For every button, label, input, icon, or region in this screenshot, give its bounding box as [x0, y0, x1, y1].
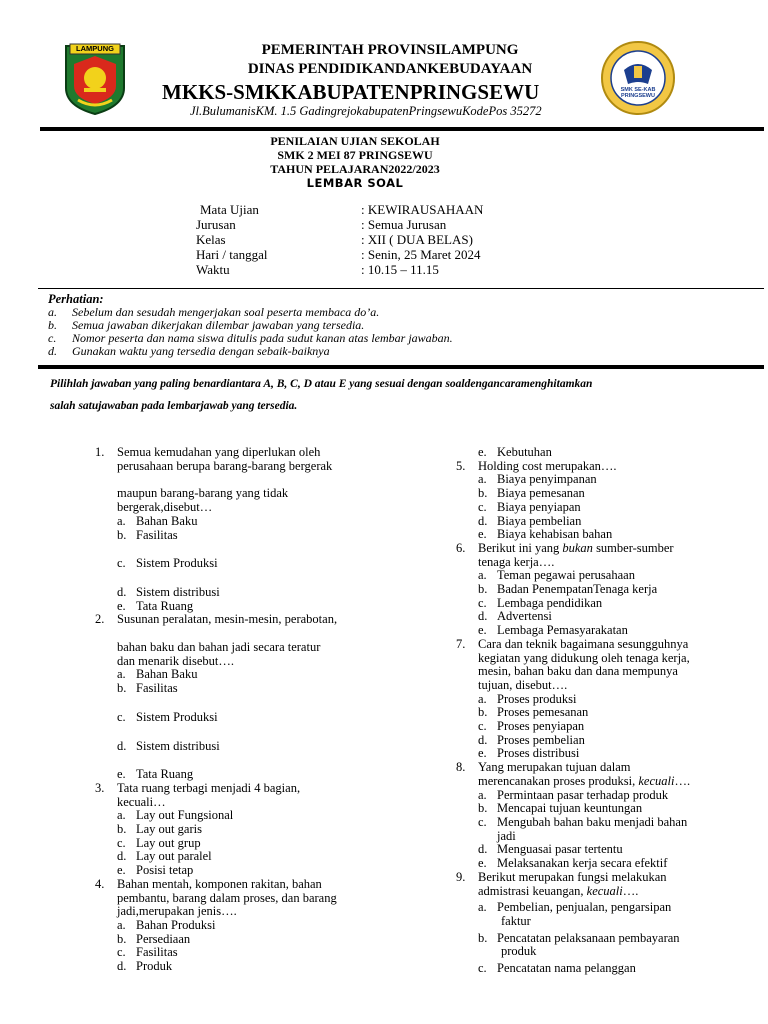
question-number: 6.	[456, 540, 466, 555]
option-e: e. Lembaga Pemasyarakatan	[478, 623, 628, 638]
exam-title-sheet: LEMBAR SOAL	[306, 176, 404, 190]
lampung-province-logo	[62, 42, 128, 116]
question-number: 4.	[95, 876, 105, 891]
option-a: a. Teman pegawai perusahaan	[478, 568, 635, 583]
question-number: 8.	[456, 760, 466, 775]
question-number: 9.	[456, 869, 466, 884]
question-text: admistrasi keuangan, kecuali….	[478, 883, 639, 898]
question-text: Semua kemudahan yang diperlukan oleh	[117, 445, 321, 459]
option-a: a. Bahan Produksi	[117, 917, 216, 932]
questions-right-column	[456, 446, 746, 976]
exam-title-line1: PENILAIAN UJIAN SEKOLAH	[270, 134, 440, 148]
option-b: b. Persediaan	[117, 931, 191, 946]
question-text: dan menarik disebut….	[117, 653, 234, 668]
question-4	[95, 878, 375, 974]
meta-label: Kelas	[196, 232, 226, 247]
instruction-text	[50, 373, 740, 417]
option-b: b. Proses pemesanan	[478, 705, 589, 720]
question-number: 3.	[95, 780, 105, 795]
option-a: a. Lay out Fungsional	[117, 808, 234, 823]
option-b: b. Fasilitas	[117, 527, 178, 542]
question-6	[456, 542, 746, 638]
question-9	[456, 871, 746, 976]
option-a: a. Pembelian, penjualan, pengarsipan faktur	[478, 900, 672, 928]
question-text: Yang merupakan tujuan dalam	[478, 760, 631, 775]
option-a: a. Biaya penyimpanan	[478, 472, 597, 487]
question-3	[95, 782, 375, 878]
option-d: d. Advertensi	[478, 609, 552, 624]
question-1	[95, 446, 375, 613]
question-number: 7.	[456, 636, 466, 651]
option-c: c. Lay out grup	[117, 835, 201, 850]
question-4-continued	[456, 446, 746, 460]
question-number: 1.	[95, 445, 105, 459]
option-e: e. Posisi tetap	[117, 863, 194, 878]
note-item: d. Gunakan waktu yang tersedia dengan sebaik-baiknya	[48, 344, 330, 358]
exam-title-school: SMK 2 MEI 87 PRINGSEWU	[277, 148, 433, 162]
option-e: e. Biaya kehabisan bahan	[478, 527, 613, 542]
option-a: a. Bahan Baku	[117, 513, 198, 528]
question-5	[456, 460, 746, 542]
option-b: b. Badan PenempatanTenaga kerja	[478, 582, 658, 597]
question-text: pembantu, barang dalam proses, dan barang	[117, 890, 337, 905]
question-text: Berikut ini yang bukan sumber-sumber	[478, 540, 674, 555]
question-text: Bahan mentah, komponen rakitan, bahan	[117, 876, 322, 891]
question-text: Susunan peralatan, mesin-mesin, perabotan,	[117, 612, 338, 627]
option-e: e. Tata Ruang	[117, 598, 194, 613]
meta-label: Waktu	[196, 262, 230, 277]
option-d: d. Produk	[117, 959, 173, 974]
option-e: e. Melaksanakan kerja secara efektif	[478, 856, 668, 871]
instruction-line1: Pilihlah jawaban yang paling benardiantara A, B, C, D atau E yang sesuai dengan soaldengancaramenghitamkan	[50, 378, 593, 390]
option-b: b. Pencatatan pelaksanaan pembayaran produk	[478, 930, 680, 959]
meta-value: : KEWIRAUSAHAAN	[361, 202, 484, 217]
option-d: d. Biaya pembelian	[478, 513, 582, 528]
option-b: b. Fasilitas	[117, 681, 178, 696]
option-c: c. Biaya penyiapan	[478, 499, 581, 514]
notes-rule-thick	[38, 365, 764, 369]
option-c: c. Proses penyiapan	[478, 719, 585, 734]
option-c: c. Mengubah bahan baku menjadi bahan jadi	[478, 814, 688, 843]
instruction-line2: salah satujawaban pada lembarjawab yang tersedia.	[50, 400, 298, 412]
question-text: Tata ruang terbagi menjadi 4 bagian,	[117, 780, 301, 795]
option-c: c. Sistem Produksi	[117, 556, 218, 571]
exam-meta-labels	[196, 202, 267, 277]
option-d: d. Lay out paralel	[117, 849, 212, 864]
notes-block	[48, 292, 453, 358]
question-text: bergerak,disebut…	[117, 500, 213, 515]
question-text: jadi,merupakan jenis….	[117, 904, 237, 919]
meta-label: Mata Ujian	[200, 202, 259, 217]
meta-value: : Semua Jurusan	[361, 217, 447, 232]
question-text: Holding cost merupakan….	[478, 458, 617, 473]
exam-title	[200, 134, 510, 190]
header-address: Jl.BulumanisKM. 1.5 GadingrejokabupatenPringsewuKodePos 35272	[190, 104, 542, 118]
meta-value: : Senin, 25 Maret 2024	[361, 247, 481, 262]
exam-meta-values	[361, 202, 483, 277]
meta-value: : XII ( DUA BELAS)	[361, 232, 473, 247]
header-mkks: MKKS-SMKKABUPATENPRINGSEWU	[162, 80, 540, 104]
question-text: merencanakan proses produksi, kecuali….	[478, 773, 691, 788]
question-7	[456, 638, 746, 761]
option-b: b. Biaya pemesanan	[478, 486, 585, 501]
option-d: d. Sistem distribusi	[117, 584, 220, 599]
question-text: perusahaan berupa barang-barang bergerak	[117, 458, 333, 473]
note-item: a. Sebelum dan sesudah mengerjakan soal peserta membaca do’a.	[48, 305, 380, 319]
header-department: DINAS PENDIDIKANDANKEBUDAYAAN	[247, 61, 533, 77]
question-8	[456, 761, 746, 871]
note-item: c. Nomor peserta dan nama siswa ditulis pada sudut kanan atas lembar jawaban.	[48, 331, 453, 345]
right-logo-label: SMK SE-KAB PRINGSEWU	[620, 87, 656, 99]
question-text: mesin, bahan baku dan dana mempunya	[478, 664, 678, 679]
question-text: kecuali…	[117, 794, 166, 809]
question-text: kegiatan yang didukung oleh tenaga kerja,	[478, 650, 690, 665]
option-b: b. Mencapai tujuan keuntungan	[478, 801, 643, 816]
questions-left-column	[95, 446, 375, 974]
meta-rule	[38, 288, 764, 289]
option-a: a. Bahan Baku	[117, 667, 198, 682]
header-rule-thick	[40, 127, 764, 131]
notes-title: Perhatian:	[48, 292, 104, 306]
question-number: 5.	[456, 458, 466, 473]
option-c: c. Lembaga pendidikan	[478, 595, 603, 610]
meta-label: Hari / tanggal	[196, 247, 268, 262]
option-b: b. Lay out garis	[117, 822, 202, 837]
question-text: tenaga kerja….	[478, 554, 555, 569]
meta-label: Jurusan	[196, 217, 236, 232]
meta-value: : 10.15 – 11.15	[361, 262, 439, 277]
header-government: PEMERINTAH PROVINSILAMPUNG	[261, 42, 519, 58]
question-text: Berikut merupakan fungsi melakukan	[478, 869, 667, 884]
question-number: 2.	[95, 612, 105, 627]
option-d: d. Proses pembelian	[478, 732, 585, 747]
left-logo-label: LAMPUNG	[76, 44, 114, 53]
question-text: Cara dan teknik bagaimana sesungguhnya	[478, 636, 689, 651]
question-text: tujuan, disebut….	[478, 677, 568, 692]
option-e: e. Proses distribusi	[478, 746, 580, 761]
option-a: a. Proses produksi	[478, 691, 577, 706]
exam-title-year: TAHUN PELAJARAN2022/2023	[270, 162, 440, 176]
option-c: c. Fasilitas	[117, 945, 178, 960]
question-text: maupun barang-barang yang tidak	[117, 486, 289, 501]
option-c: c. Pencatatan nama pelanggan	[478, 961, 636, 976]
option-e: e. Kebutuhan	[478, 445, 552, 459]
note-item: b. Semua jawaban dikerjakan dilembar jawaban yang tersedia.	[48, 318, 365, 332]
question-text: bahan baku dan bahan jadi secara teratur	[117, 640, 321, 655]
option-e: e. Tata Ruang	[117, 767, 194, 782]
question-2	[95, 613, 375, 782]
option-a: a. Permintaan pasar terhadap produk	[478, 787, 669, 802]
option-d: d. Sistem distribusi	[117, 738, 220, 753]
option-c: c. Sistem Produksi	[117, 709, 218, 724]
option-d: d. Menguasai pasar tertentu	[478, 842, 623, 857]
